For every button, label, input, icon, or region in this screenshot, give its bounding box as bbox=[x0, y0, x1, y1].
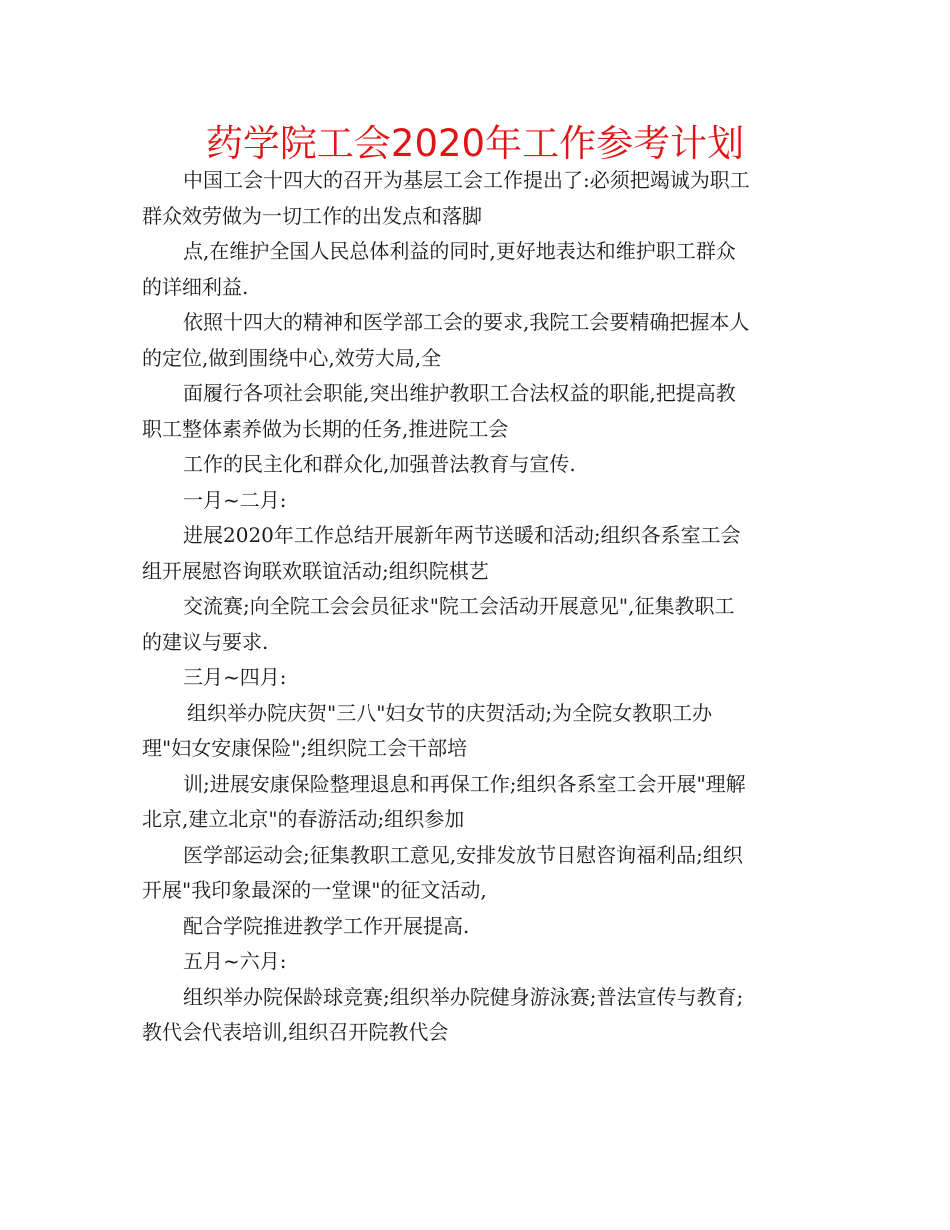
body-text-line: 配合学院推进教学工作开展提高. bbox=[183, 913, 470, 938]
body-text-line: 进展2020年工作总结开展新年两节送暖和活动;组织各系室工会 bbox=[183, 523, 741, 547]
body-text-line: 群众效劳做为一切工作的出发点和落脚 bbox=[142, 203, 482, 228]
body-text-line: 训;进展安康保险整理退息和再保工作;组织各系室工会开展"理解 bbox=[183, 771, 746, 796]
body-text-line: 点,在维护全国人民总体利益的同时,更好地表达和维护职工群众 bbox=[183, 239, 736, 263]
body-text-line: 组织举办院保龄球竞赛;组织举办院健身游泳赛;普法宣传与教育; bbox=[183, 984, 744, 1009]
body-text-line: 依照十四大的精神和医学部工会的要求,我院工会要精确把握本人 bbox=[183, 310, 750, 334]
body-text-line: 教代会代表培训,组织召开院教代会 bbox=[142, 1020, 449, 1044]
body-text-line: 北京,建立北京"的春游活动;组织参加 bbox=[142, 807, 465, 831]
body-text-line: 五月~六月: bbox=[183, 949, 287, 973]
body-text-line: 的详细利益. bbox=[142, 274, 249, 299]
body-text-line: 医学部运动会;征集教职工意见,安排发放节日慰咨询福利品;组织 bbox=[183, 842, 743, 867]
document-body bbox=[142, 163, 814, 1051]
body-text-line: 三月~四月: bbox=[183, 665, 287, 689]
body-text-line: 面履行各项社会职能,突出维护教职工合法权益的职能,把提高教 bbox=[183, 381, 736, 405]
body-text-line: 开展"我印象最深的一堂课"的征文活动, bbox=[142, 878, 487, 902]
body-text-line: 理"妇女安康保险";组织院工会干部培 bbox=[142, 736, 468, 760]
body-text-line: 职工整体素养做为长期的任务,推进院工会 bbox=[142, 416, 509, 441]
body-text-line: 交流赛;向全院工会会员征求"院工会活动开展意见",征集教职工 bbox=[183, 594, 735, 618]
body-text-line: 的建议与要求. bbox=[142, 629, 269, 654]
document-title: 药学院工会2020年工作参考计划 bbox=[205, 122, 745, 165]
body-text-line: 组开展慰咨询联欢联谊活动;组织院棋艺 bbox=[142, 558, 489, 583]
body-text-line: 一月~二月: bbox=[183, 487, 287, 512]
body-text-line: 工作的民主化和群众化,加强普法教育与宣传. bbox=[183, 452, 576, 476]
body-text-line: 中国工会十四大的召开为基层工会工作提出了:必须把竭诚为职工 bbox=[183, 168, 750, 192]
body-text-line: 组织举办院庆贺"三八"妇女节的庆贺活动;为全院女教职工办 bbox=[187, 700, 713, 725]
body-text-line: 的定位,做到围绕中心,效劳大局,全 bbox=[142, 345, 442, 370]
